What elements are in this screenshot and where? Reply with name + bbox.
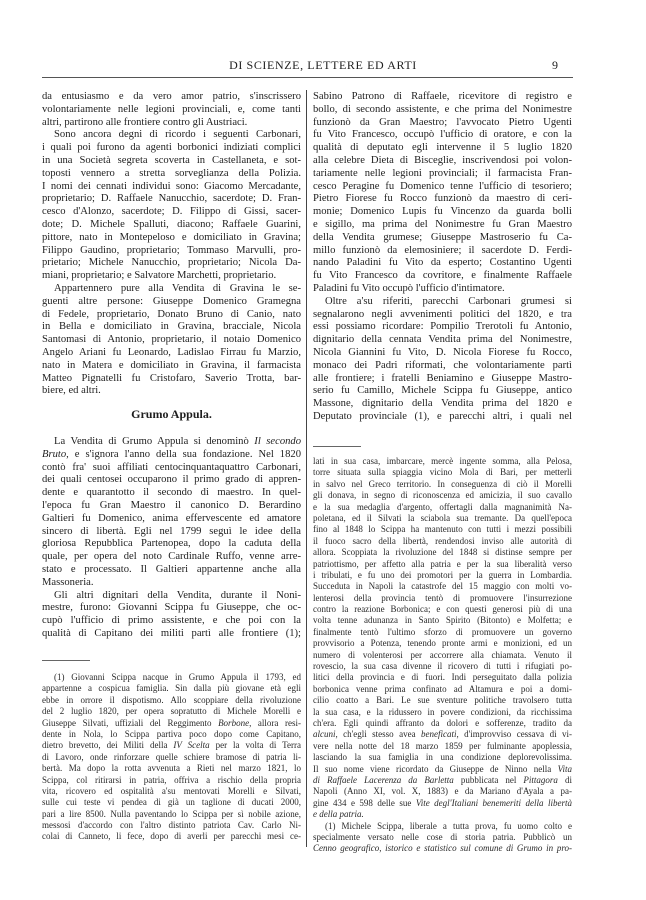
text-line [313, 809, 572, 820]
italic-text: Vite degl'Italiani benemeriti della libertà [415, 797, 572, 808]
text-line: specialmente versato nelle cose di storia patria. Pubblicò un [313, 831, 572, 842]
text-line: pari a lire 8500. Nulla paventando lo Scippa per sì nobile azione, [42, 808, 301, 819]
text-line [313, 843, 572, 854]
text-line: pittore, nato in Montepeloso e domiciliato in Gravina; [42, 231, 301, 243]
paragraph [313, 821, 572, 855]
text-line: dote; D. Michele Spalluti, diacono; Raffaele Guarini, [42, 218, 301, 230]
text-line: Sono ancora degni di ricordo i seguenti Carbonari, [54, 129, 301, 141]
text-line: bollo, di secondo assistente, e che prima del Nonimestre [313, 103, 572, 115]
text-line: di Lavoro, onde rinforzare quelle schiere bramose di patria li- [42, 751, 301, 762]
text-line: contro la reazione Borbonica; e con questi generosi più di una [313, 604, 572, 615]
text-line: lati in sua casa, imbarcare, mercè ingente somma, alla Pelosa, [313, 456, 572, 466]
journal-title: DI SCIENZE, LETTERE ED ARTI [229, 58, 417, 72]
text-span: , allora resi- [249, 717, 301, 728]
text-line: contò fra' suoi affiliati centocinquantaquattro Carbonari, [42, 461, 301, 473]
text-line: borbonica venne prima confinato ad Altamura e poi a domi- [313, 683, 572, 694]
column-divider [306, 90, 307, 847]
italic-text: e della patria. [313, 809, 364, 820]
text-line: prietario; Michele Nanucchio, proprietario; Nicola Da- [42, 257, 301, 269]
left-footnote [42, 672, 301, 843]
text-span: , ch'egli stesso avea [335, 729, 421, 740]
text-line: del 2 luglio 1820, per opera sopratutto di Michele Morelli e [42, 706, 301, 717]
text-line [313, 775, 572, 786]
text-line: serio fu Camillo, Michele Scippa fu Giuseppe, antico [313, 385, 572, 397]
text-line: da entusiasmo e da vero amor patrio, s'inscrissero [42, 91, 301, 102]
text-line: qualità di deputato egli intervenne il 5 luglio 1820 [313, 142, 572, 154]
text-line: allora. Scoppiata la rivoluzione del 1848 si distinse sempre per [313, 547, 572, 558]
text-line: Succeduta in Napoli la catastrofe del 15 maggio con molti vo- [313, 581, 572, 592]
text-line: Sabino Patrono di Raffaele, ricevitore di registro e [313, 91, 572, 102]
text-line [42, 718, 301, 729]
text-line: vere nella notte del 18 marzo 1859 per fulminante apoplessia, [313, 740, 572, 751]
text-line: fu Vito Francesco da covritore, e finalmente Raffaele [313, 270, 572, 282]
paragraph [42, 436, 301, 590]
italic-text: Vita [557, 763, 572, 774]
paragraph [42, 129, 301, 283]
text-line: I nomi dei cennati individui sono: Giacomo Mercadante, [42, 180, 301, 192]
text-line: appartenne a cospicua famiglia. Sin dalla più giovane età egli [42, 683, 301, 694]
paragraph [313, 456, 572, 821]
text-line: il fuoco sacro della libertà, rendendosi inviso alle autorità di [313, 535, 572, 546]
footnote-rule-left [42, 660, 90, 661]
text-line: Scippa, col ritirarsi in patria, offriva a rischio della propria [42, 774, 301, 785]
text-line: la sua casa, e la ridussero in povere condizioni, da ricchissima [313, 706, 572, 717]
text-line: dente e quarantotto il secondo di maestro. In quel- [42, 487, 301, 499]
text-line: di Fedele, proprietario, Donato Bruno di Canio, nato [42, 308, 301, 320]
text-line: nando Paladini fu Vito da esperto; Costantino Ugenti [313, 257, 572, 269]
italic-text: Il secondo [254, 436, 302, 447]
text-line: in una Società segreta scoverta in Castellaneta, e sot- [42, 154, 301, 166]
text-line: monie; Domenico Lupis fu Vincenzo da guarda bolli [313, 206, 572, 218]
header-rule [42, 77, 573, 78]
text-line: volontariamente nelle legioni provinciali, e, come tanti [42, 103, 301, 115]
text-line: i quali poi furono da agenti borbonici indiziati complici [42, 142, 301, 154]
text-line [42, 740, 301, 751]
text-line: (1) Giovanni Scippa nacque in Grumo Appula il 1793, ed [54, 672, 301, 682]
text-line: sulle cui teste vi pendea di già un taglione di ducati 2000, [42, 797, 301, 808]
text-line: qualità di Capitano dei militi partì alle frontiere (1); [42, 627, 301, 639]
text-line: quale, per opera del noto Cardinale Ruffo, venne arre- [42, 551, 301, 563]
text-line: stato e processato. Il Galtieri appartenne anche alla [42, 563, 301, 575]
text-line: colai di Canneto, li fece, dopo di averli per parecchi mesi ce- [42, 831, 301, 842]
text-line: Nicola Giannini fu Vito, D. Nicola Fiorese fu Rocco, [313, 346, 572, 358]
text-line: Massone, dignitario della Vendita prima del 1820 e [313, 398, 572, 410]
text-line: fu Vito Francesco, occupò l'ufficio di oratore, e con la [313, 129, 572, 141]
text-line: nato in Matera e domiciliato in Gravina, il farmacista [42, 359, 301, 371]
text-line: numero di volenterosi per accorrere alla chiamata. Venuto il [313, 649, 572, 660]
text-line [42, 449, 301, 462]
text-line: Filippo Gaudino, proprietario; Tommaso Marvulli, pro- [42, 244, 301, 256]
italic-text: Pittagora [523, 774, 558, 785]
text-line: cesco Peragine fu Domenico tenne l'ufficio di tesoriero; [313, 180, 572, 192]
text-line: in salvo nel Greco territorio. In conseguenza di ciò il Morelli [313, 478, 572, 489]
italic-text: Bruto, [42, 448, 69, 460]
text-line: volta tenne adunanza in Santo Spirito (Bitonto) e Molfetta; e [313, 615, 572, 626]
text-line: cilio coatto a Bari. Le sue sventure politiche travolsero tutta [313, 695, 572, 706]
text-line: poletana, ed il Silvati la sciabola sua tremante. Da quell'epoca [313, 512, 572, 523]
text-line: lasciando la sua famiglia in una condizione deplorevolissima. [313, 752, 572, 763]
text-line: proprietario; D. Raffaele Nanucchio, sacerdote; D. Fran- [42, 193, 301, 205]
text-line [42, 436, 301, 449]
text-line: Santomasi di Antonio, proprietario, il notaio Domenico [42, 334, 301, 346]
text-line [313, 798, 572, 809]
text-line: miani, proprietario; e Salvatore Marchetti, proprietario. [42, 270, 277, 282]
text-line: litici della provincia e di fuori. Indi perseguitato dalla polizia [313, 672, 572, 683]
italic-text: Borbone [218, 717, 250, 728]
italic-text: Cenno geografico, istorico e statistico sul comune di Grumo in pro- [313, 843, 572, 854]
text-line: in Bella e domiciliato in Gravina, bracciale, Nicola [42, 321, 301, 333]
text-line: guenti altre persone: Giuseppe Domenico Gramegna [42, 295, 301, 307]
text-line: cupò l'ufficio di primo assistente, e che poi con la [42, 615, 301, 627]
text-line: Pietro Fiorese fu Rocco funzionò da maestro di ceri- [313, 193, 572, 205]
text-line: della Vendita grumese; Giuseppe Mastroserio fu Ca- [313, 231, 572, 243]
paragraph [313, 91, 572, 296]
text-line: Napoli (Anno XI, vol. X, 1883) e da Mariano d'Ayala a pa- [313, 786, 572, 797]
paragraph [42, 91, 301, 129]
text-line: Angelo Ariani fu Leonardo, Ladislao Firrau fu Marzio, [42, 346, 301, 358]
text-span: , d'improvviso cessava di vi- [456, 729, 572, 740]
section-heading: Grumo Appula. [131, 407, 212, 421]
footnote-rule-right [313, 446, 361, 447]
text-span: La Vendita di Grumo Appula si denominò [54, 436, 255, 447]
right-footnote [313, 456, 572, 855]
text-line: patriottismo, per affetto alla patria e per la sua liberalità verso [313, 558, 572, 569]
text-line: alla celebre Dieta di Bisceglie, inscrivendosi poi volon- [313, 154, 572, 166]
text-span: dietro brevetto, dei Militi della [42, 740, 174, 751]
text-line: ch'era. Egli quindi affranto da dolori e sofferenze, tradito da [313, 717, 572, 728]
text-line: Deputato provinciale (1), e parecchi altri, i quali nel [313, 410, 572, 422]
italic-text: IV Scelta [173, 740, 210, 751]
text-line [313, 729, 572, 740]
text-line: ebbe in orrore il dispotismo. Allo scoppiare della rivoluzione [42, 694, 301, 705]
text-line: Paladini fu Vito occupò l'ufficio d'intimatore. [313, 282, 505, 294]
text-line: mestre, furono: Giovanni Scippa fu Giuseppe, che oc- [42, 602, 301, 614]
text-line: gloriosa Repubblica Partenopea, dopo la caduta della [42, 538, 301, 550]
text-line: Gli altri dignitari della Vendita, durante il Noni- [54, 589, 301, 601]
text-line: dignitario della cennata Vendita prima del Nonimestre, [313, 334, 572, 346]
italic-text: beneficati [421, 729, 457, 740]
text-line: l'epoca fu Gran Maestro il canonico D. Berardino [42, 499, 301, 511]
text-line: finalmente tentò l'ultimo sforzo di promuovere un governo [313, 626, 572, 637]
paragraph [313, 296, 572, 424]
text-line: toposti vennero a stretta sorveglianza della Polizia. [42, 167, 301, 179]
text-line: Oltre a'su riferiti, parecchi Carbonari grumesi si [325, 295, 572, 307]
text-line: biere, ed altri. [42, 385, 101, 397]
text-span: gine 434 e 598 delle sue [313, 797, 416, 808]
text-line [313, 764, 572, 775]
text-line: provvisorio a Potenza, tenendo pronte armi e monizioni, ed un [313, 638, 572, 649]
italic-text: di Raffaele Lacerenza da Barletta [313, 774, 454, 785]
text-line: tariamente nelle legioni provinciali; il farmacista Fran- [313, 167, 572, 179]
text-line: sincero di libertà. Egli nel 1799 seguì le idee della [42, 525, 301, 537]
text-line: monaco dei Padri riformati, che volontariamente partì [313, 359, 572, 371]
text-line: e la sua medaglia d'argento, offertagli dalla magnanimità Na- [313, 501, 572, 512]
text-line: Appartennero pure alla Vendita di Gravina le se- [54, 282, 301, 294]
text-span: per la volta di Terra [209, 740, 301, 751]
text-line: (1) Michele Scippa, liberale a tutta prova, fu uomo colto e [325, 820, 572, 831]
page-number: 9 [552, 58, 558, 72]
text-line: gli donava, in segno di riconoscenza ed amicizia, il suo cavallo [313, 490, 572, 501]
text-span: e s'ignora l'anno della sua fondazione. Nel 1820 [68, 448, 301, 460]
text-line: fino al 1848 lo Scippa ha mantenuto con tutti i mezzi possibili [313, 524, 572, 535]
text-line: e sigillo, ma prima del Nonimestre fu Gran Maestro [313, 218, 572, 230]
paragraph [42, 283, 301, 398]
text-line: bertà. Ma dopo la rotta avvenuta a Rieti nel marzo 1821, lo [42, 763, 301, 774]
text-line: cesco d'Alonzo, sacerdote; D. Filippo di Gissi, sacer- [42, 206, 301, 218]
text-line: torre situata sulla spiaggia vicino Mola di Bari, per metterli [313, 467, 572, 478]
text-span: Giuseppe Silvati, uffiziali del Reggimento [42, 717, 219, 728]
left-column-text-bottom [42, 436, 301, 641]
text-line: dei quali centosei occuparono il primo grado di appren- [42, 474, 301, 486]
text-line: i tribulati, e fu uno dei promotori per la guerra in Lombardia. [313, 569, 572, 580]
text-line: Galtieri fu Domenico, anima effervescente ed amatore [42, 512, 301, 524]
text-line: segnalarono negli avvenimenti politici del 1820, e tra [313, 308, 572, 320]
paragraph [42, 590, 301, 641]
text-line: Massoneria. [42, 576, 94, 588]
text-line: vita, ricovero ed ospitalità a'su mentovati Morelli e Silvati, [42, 785, 301, 796]
text-line: essi possiamo ricordare: Pompilio Trerotoli fu Antonio, [313, 321, 572, 333]
text-span: pubblicata nel [453, 774, 524, 785]
left-column-text-top [42, 91, 301, 398]
italic-text: alcuni [313, 729, 336, 740]
text-line: millo funzionò da elemosiniere; il sacerdote D. Ferdi- [313, 244, 572, 256]
text-line: rovescio, la sua casa divenne il ricovero di tutti i rifugiati po- [313, 661, 572, 672]
text-line: funzionò da Gran Maestro; l'avvocato Pietro Ugenti [313, 116, 572, 128]
text-line: alle frontiere; i fratelli Beniamino e Giuseppe Mastro- [313, 372, 572, 384]
right-column-text [313, 91, 572, 424]
text-line: lenterosi della provincia tentò di promuovere l'insurrezione [313, 592, 572, 603]
text-line: dente in Nola, lo Scippa partiva poco dopo come Capitano, [42, 728, 301, 739]
text-line: Matteo Pignatelli fu Cristofaro, Saverio Trotta, bar- [42, 372, 301, 384]
text-span: Il suo nome viene ricordato da Giuseppe de Ninno nella [313, 763, 558, 774]
text-span: di [557, 774, 572, 785]
paragraph [42, 672, 301, 843]
text-line: messosi d'accordo con l'altro distinto patriota Cav. Carlo Ni- [42, 820, 301, 831]
text-line: altri, partirono alle frontiere contro gli Austriaci. [42, 116, 248, 128]
